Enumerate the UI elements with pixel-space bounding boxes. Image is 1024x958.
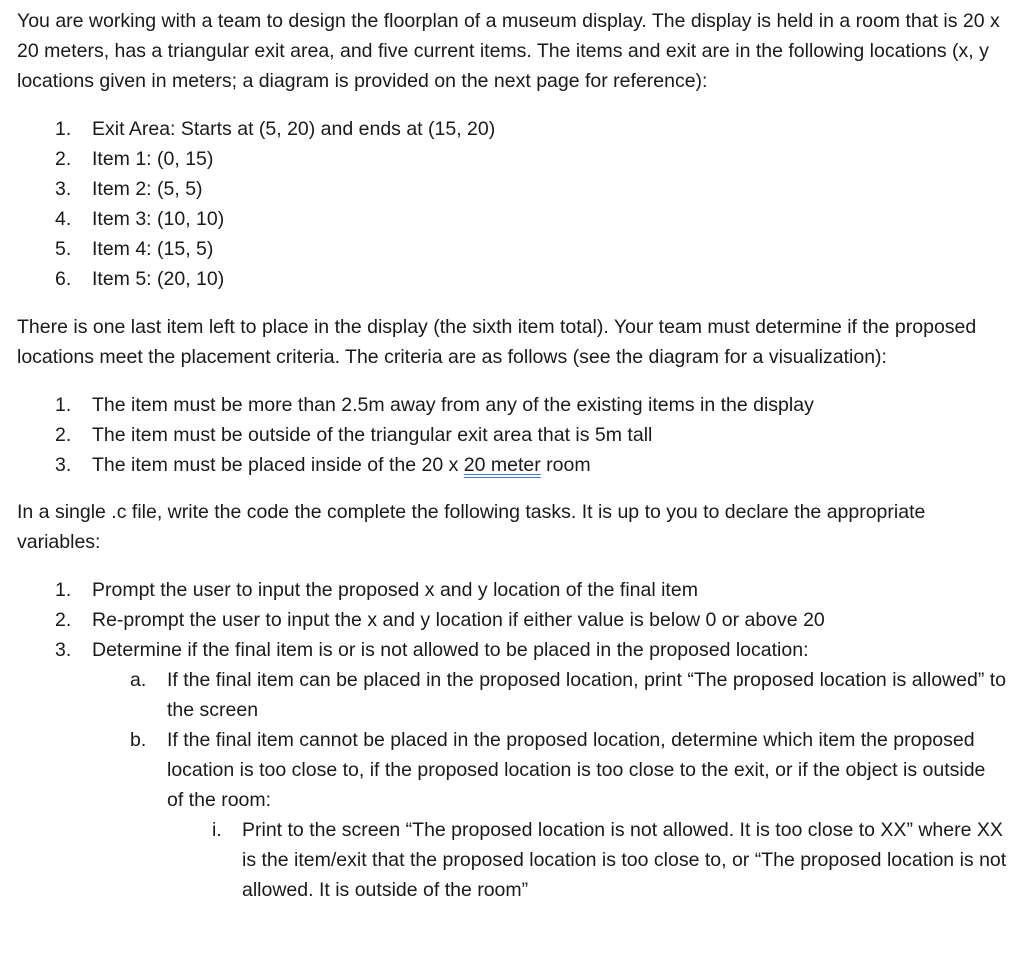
list-text: Determine if the final item is or is not allowed to be placed in the proposed location: [92,639,809,661]
list-item [17,575,1007,605]
list-number: a. [130,669,147,691]
list-item [17,114,1007,144]
list-number: 4. [55,208,72,230]
list-text: Item 4: (15, 5) [92,238,214,260]
intro-paragraph: You are working with a team to design the floorplan of a museum display. The display is held in a room that is 20 x 20 meters, has a triangular exit area, and five current items. The items and exit are in the following locations (x, y locations given in meters; a diagram is provided on the next page for reference): [17,10,1000,92]
list-item [17,204,1007,234]
list-item [17,390,1007,420]
list-number: 1. [55,579,72,601]
list-item [17,635,1007,665]
criteria-list [17,390,1007,480]
list-item [17,450,1007,480]
list-number: 3. [55,178,72,200]
list-text: The item must be more than 2.5m away from any of the existing items in the display [92,394,814,416]
document-page [17,6,1007,905]
list-number: 1. [55,118,72,140]
list-number: 2. [55,424,72,446]
list-number: 3. [55,639,72,661]
list-text: room [540,454,591,476]
list-text: Exit Area: Starts at (5, 20) and ends at (15, 20) [92,118,496,140]
list-item [17,144,1007,174]
list-item [17,605,1007,635]
list-item [17,420,1007,450]
spellcheck-marked-text: 20 meter [463,454,541,476]
tasks-intro-paragraph: In a single .c file, write the code the complete the following tasks. It is up to you to declare the appropriate variables: [17,501,926,553]
list-number: 5. [55,238,72,260]
list-text: Print to the screen “The proposed location is not allowed. It is too close to XX” where XX is the item/exit that the proposed location is too close to, or “The proposed location is not allowed. It is outside of the room” [242,819,1007,901]
list-number: 6. [55,268,72,290]
list-text: Re-prompt the user to input the x and y location if either value is below 0 or above 20 [92,609,825,631]
list-number: i. [212,819,222,841]
list-number: 3. [55,454,72,476]
list-text: If the final item can be placed in the proposed location, print “The proposed location is allowed” to the screen [167,669,1006,721]
list-number: 2. [55,609,72,631]
criteria-intro-paragraph: There is one last item left to place in the display (the sixth item total). Your team must determine if the proposed locations meet the placement criteria. The criteria are as follows (see the diagram for a visualization): [17,316,977,368]
list-text: Item 1: (0, 15) [92,148,214,170]
list-text: Item 5: (20, 10) [92,268,225,290]
list-text: Prompt the user to input the proposed x and y location of the final item [92,579,698,601]
list-number: 2. [55,148,72,170]
list-text: If the final item cannot be placed in the proposed location, determine which item the proposed location is too close to, if the proposed location is too close to the exit, or if the object is outside of the room: [167,729,986,811]
list-text: The item must be outside of the triangular exit area that is 5m tall [92,424,653,446]
list-item [17,815,1007,905]
list-item [17,234,1007,264]
list-text: Item 3: (10, 10) [92,208,225,230]
list-number: 1. [55,394,72,416]
locations-list [17,114,1007,294]
list-number: b. [130,729,147,751]
list-text: Item 2: (5, 5) [92,178,203,200]
list-item [17,665,1007,725]
list-text: The item must be placed inside of the 20 x [92,454,464,476]
list-item [17,174,1007,204]
tasks-list [17,575,1007,905]
list-item [17,264,1007,294]
list-item [17,725,1007,815]
